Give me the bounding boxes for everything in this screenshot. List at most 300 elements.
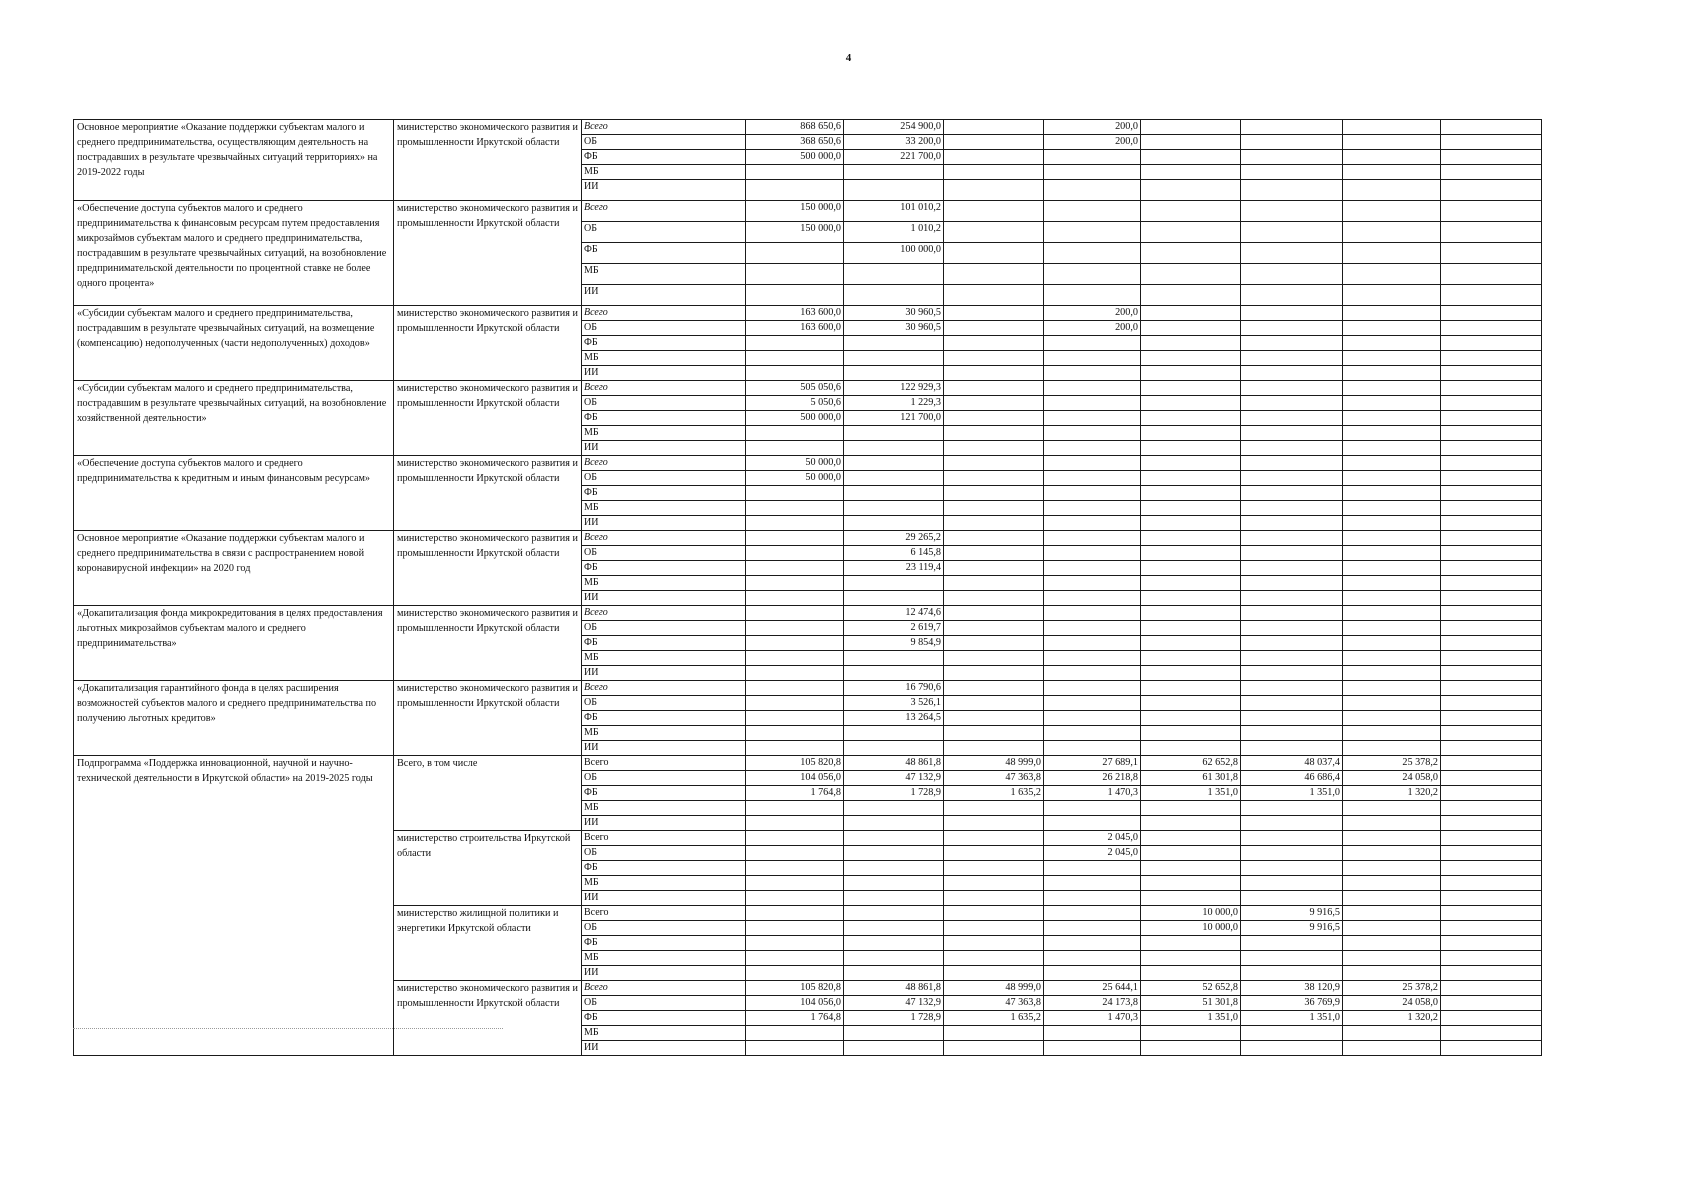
- amount-cell: [1241, 426, 1343, 441]
- amount-cell: [1241, 741, 1343, 756]
- funding-source-cell: Всего: [582, 981, 746, 996]
- amount-cell: [1343, 351, 1441, 366]
- table-row: [74, 456, 1542, 471]
- amount-cell: [844, 936, 944, 951]
- amount-cell: [746, 846, 844, 861]
- amount-cell: [1044, 336, 1141, 351]
- amount-cell: [944, 285, 1044, 306]
- funding-source-cell: ИИ: [582, 441, 746, 456]
- amount-cell: [1141, 741, 1241, 756]
- amount-cell: 105 820,8: [746, 756, 844, 771]
- funding-source-cell: ФБ: [582, 861, 746, 876]
- amount-cell: [746, 165, 844, 180]
- amount-cell: [944, 120, 1044, 135]
- amount-cell: [1343, 741, 1441, 756]
- amount-cell: [1343, 576, 1441, 591]
- amount-cell: [944, 861, 1044, 876]
- amount-cell: [1343, 861, 1441, 876]
- amount-cell: [844, 576, 944, 591]
- amount-cell: [1441, 546, 1542, 561]
- funding-source-cell: ОБ: [582, 135, 746, 150]
- amount-cell: [1343, 906, 1441, 921]
- amount-cell: 9 854,9: [844, 636, 944, 651]
- funding-source-cell: ОБ: [582, 621, 746, 636]
- amount-cell: [1343, 696, 1441, 711]
- amount-cell: [1343, 726, 1441, 741]
- amount-cell: [944, 336, 1044, 351]
- amount-cell: [844, 726, 944, 741]
- amount-cell: 1 229,3: [844, 396, 944, 411]
- amount-cell: [746, 951, 844, 966]
- amount-cell: [1343, 666, 1441, 681]
- amount-cell: [1343, 636, 1441, 651]
- amount-cell: 1 728,9: [844, 1011, 944, 1026]
- amount-cell: [1441, 936, 1542, 951]
- amount-cell: [1343, 1041, 1441, 1056]
- measure-name-cell: «Обеспечение доступа субъектов малого и среднего предпринимательства к финансовым ресурсам путем предоставления микрозаймов субъектам малого и среднего предпринимательства, пострадавшим в результате чрезвычайных ситуаций, на возобновление предпринимательской деятельности по процентной ставке не более одного процента»: [74, 201, 394, 306]
- amount-cell: [1141, 531, 1241, 546]
- amount-cell: [1441, 531, 1542, 546]
- funding-source-cell: ИИ: [582, 180, 746, 201]
- amount-cell: [1141, 621, 1241, 636]
- funding-source-cell: ФБ: [582, 786, 746, 801]
- amount-cell: [1141, 441, 1241, 456]
- amount-cell: [1441, 846, 1542, 861]
- amount-cell: [1441, 921, 1542, 936]
- amount-cell: [1441, 891, 1542, 906]
- amount-cell: [746, 486, 844, 501]
- amount-cell: [1441, 501, 1542, 516]
- amount-cell: 10 000,0: [1141, 906, 1241, 921]
- amount-cell: [944, 441, 1044, 456]
- amount-cell: [1343, 831, 1441, 846]
- amount-cell: [746, 264, 844, 285]
- amount-cell: [746, 726, 844, 741]
- amount-cell: [1141, 726, 1241, 741]
- funding-source-cell: ИИ: [582, 285, 746, 306]
- amount-cell: [746, 906, 844, 921]
- amount-cell: [944, 135, 1044, 150]
- amount-cell: [1343, 801, 1441, 816]
- amount-cell: [1441, 651, 1542, 666]
- measure-name-cell: «Субсидии субъектам малого и среднего предпринимательства, пострадавшим в результате чрезвычайных ситуаций, на возмещение (компенсацию) недополученных (части недополученных) доходов»: [74, 306, 394, 381]
- amount-cell: [944, 201, 1044, 222]
- funding-source-cell: ФБ: [582, 936, 746, 951]
- amount-cell: [1044, 696, 1141, 711]
- amount-cell: [1044, 471, 1141, 486]
- funding-source-cell: Всего: [582, 531, 746, 546]
- amount-cell: [944, 816, 1044, 831]
- amount-cell: [1441, 180, 1542, 201]
- amount-cell: [944, 831, 1044, 846]
- executor-cell: министерство экономического развития и промышленности Иркутской области: [394, 981, 582, 1056]
- amount-cell: 221 700,0: [844, 150, 944, 165]
- amount-cell: [1441, 621, 1542, 636]
- amount-cell: 500 000,0: [746, 411, 844, 426]
- amount-cell: [944, 726, 1044, 741]
- amount-cell: [1441, 831, 1542, 846]
- funding-source-cell: ИИ: [582, 966, 746, 981]
- amount-cell: 121 700,0: [844, 411, 944, 426]
- funding-source-cell: ФБ: [582, 411, 746, 426]
- amount-cell: [944, 426, 1044, 441]
- amount-cell: [944, 264, 1044, 285]
- amount-cell: 30 960,5: [844, 306, 944, 321]
- amount-cell: [1141, 165, 1241, 180]
- amount-cell: [1441, 606, 1542, 621]
- amount-cell: [844, 816, 944, 831]
- measure-name-cell: «Докапитализация гарантийного фонда в целях расширения возможностей субъектов малого и среднего предпринимательства по получению льготных кредитов»: [74, 681, 394, 756]
- amount-cell: [1441, 756, 1542, 771]
- amount-cell: 13 264,5: [844, 711, 944, 726]
- amount-cell: 29 265,2: [844, 531, 944, 546]
- amount-cell: [1044, 366, 1141, 381]
- amount-cell: [1441, 366, 1542, 381]
- amount-cell: [1441, 1041, 1542, 1056]
- funding-source-cell: ИИ: [582, 591, 746, 606]
- amount-cell: [1141, 501, 1241, 516]
- amount-cell: [1044, 1026, 1141, 1041]
- amount-cell: [1441, 411, 1542, 426]
- amount-cell: [746, 966, 844, 981]
- amount-cell: [1441, 426, 1542, 441]
- amount-cell: [1141, 966, 1241, 981]
- amount-cell: [1441, 996, 1542, 1011]
- amount-cell: [944, 321, 1044, 336]
- amount-cell: 2 045,0: [1044, 831, 1141, 846]
- amount-cell: [1241, 591, 1343, 606]
- amount-cell: [1044, 651, 1141, 666]
- amount-cell: [1044, 741, 1141, 756]
- amount-cell: [1441, 243, 1542, 264]
- amount-cell: [944, 471, 1044, 486]
- amount-cell: 1 351,0: [1241, 786, 1343, 801]
- funding-source-cell: ОБ: [582, 471, 746, 486]
- amount-cell: 104 056,0: [746, 996, 844, 1011]
- amount-cell: [746, 741, 844, 756]
- amount-cell: [1241, 831, 1343, 846]
- amount-cell: [1343, 966, 1441, 981]
- amount-cell: [1141, 651, 1241, 666]
- amount-cell: [944, 396, 1044, 411]
- amount-cell: [1241, 285, 1343, 306]
- amount-cell: [1044, 243, 1141, 264]
- amount-cell: [944, 351, 1044, 366]
- amount-cell: [1241, 1041, 1343, 1056]
- amount-cell: [1241, 681, 1343, 696]
- funding-source-cell: ОБ: [582, 921, 746, 936]
- amount-cell: [1044, 285, 1141, 306]
- amount-cell: [1141, 285, 1241, 306]
- amount-cell: 24 058,0: [1343, 771, 1441, 786]
- amount-cell: [1044, 351, 1141, 366]
- executor-cell: министерство экономического развития и промышленности Иркутской области: [394, 606, 582, 681]
- amount-cell: [844, 951, 944, 966]
- page-number: 4: [845, 52, 852, 64]
- budget-table: [73, 119, 1542, 1056]
- amount-cell: [1044, 861, 1141, 876]
- funding-source-cell: МБ: [582, 264, 746, 285]
- amount-cell: 25 644,1: [1044, 981, 1141, 996]
- amount-cell: 1 470,3: [1044, 1011, 1141, 1026]
- amount-cell: [1343, 366, 1441, 381]
- amount-cell: [1044, 180, 1141, 201]
- table-body: [74, 120, 1542, 1056]
- amount-cell: [1241, 861, 1343, 876]
- amount-cell: [746, 801, 844, 816]
- amount-cell: [746, 576, 844, 591]
- amount-cell: [944, 636, 1044, 651]
- amount-cell: [1241, 243, 1343, 264]
- amount-cell: [844, 666, 944, 681]
- amount-cell: [944, 696, 1044, 711]
- funding-source-cell: Всего: [582, 120, 746, 135]
- amount-cell: [1044, 441, 1141, 456]
- amount-cell: [944, 222, 1044, 243]
- amount-cell: [1241, 696, 1343, 711]
- funding-source-cell: МБ: [582, 876, 746, 891]
- amount-cell: [1044, 546, 1141, 561]
- amount-cell: [1343, 501, 1441, 516]
- amount-cell: [1241, 264, 1343, 285]
- amount-cell: [1343, 486, 1441, 501]
- amount-cell: 10 000,0: [1141, 921, 1241, 936]
- amount-cell: 200,0: [1044, 306, 1141, 321]
- amount-cell: [844, 441, 944, 456]
- amount-cell: [746, 1026, 844, 1041]
- amount-cell: [1044, 906, 1141, 921]
- amount-cell: 868 650,6: [746, 120, 844, 135]
- amount-cell: [844, 891, 944, 906]
- amount-cell: [1343, 876, 1441, 891]
- amount-cell: [1343, 411, 1441, 426]
- amount-cell: [944, 666, 1044, 681]
- table-row: [74, 306, 1542, 321]
- amount-cell: [1441, 636, 1542, 651]
- amount-cell: [1441, 321, 1542, 336]
- amount-cell: [1141, 711, 1241, 726]
- amount-cell: [1044, 561, 1141, 576]
- amount-cell: [1343, 591, 1441, 606]
- amount-cell: [1241, 486, 1343, 501]
- amount-cell: [944, 381, 1044, 396]
- amount-cell: 50 000,0: [746, 456, 844, 471]
- amount-cell: [1343, 606, 1441, 621]
- amount-cell: 104 056,0: [746, 771, 844, 786]
- amount-cell: [1241, 636, 1343, 651]
- amount-cell: [746, 636, 844, 651]
- amount-cell: [944, 681, 1044, 696]
- amount-cell: [1241, 816, 1343, 831]
- amount-cell: 48 999,0: [944, 756, 1044, 771]
- amount-cell: [1441, 381, 1542, 396]
- table-row: [74, 681, 1542, 696]
- amount-cell: [944, 546, 1044, 561]
- amount-cell: [1241, 222, 1343, 243]
- funding-source-cell: МБ: [582, 651, 746, 666]
- amount-cell: [1241, 336, 1343, 351]
- amount-cell: [1044, 921, 1141, 936]
- amount-cell: [1044, 936, 1141, 951]
- amount-cell: [1441, 681, 1542, 696]
- amount-cell: [1343, 165, 1441, 180]
- amount-cell: [1141, 846, 1241, 861]
- amount-cell: [944, 306, 1044, 321]
- amount-cell: [944, 921, 1044, 936]
- amount-cell: [1441, 711, 1542, 726]
- amount-cell: [1441, 801, 1542, 816]
- amount-cell: [844, 1026, 944, 1041]
- amount-cell: [1141, 1026, 1241, 1041]
- amount-cell: 200,0: [1044, 135, 1141, 150]
- amount-cell: [844, 351, 944, 366]
- amount-cell: [746, 516, 844, 531]
- amount-cell: [844, 285, 944, 306]
- amount-cell: 52 652,8: [1141, 981, 1241, 996]
- amount-cell: [844, 336, 944, 351]
- amount-cell: [746, 1041, 844, 1056]
- measure-name-cell: «Докапитализация фонда микрокредитования в целях предоставления льготных микрозаймов субъектам малого и среднего предпринимательства»: [74, 606, 394, 681]
- amount-cell: [1343, 426, 1441, 441]
- amount-cell: [1343, 846, 1441, 861]
- amount-cell: 48 861,8: [844, 756, 944, 771]
- funding-source-cell: ОБ: [582, 846, 746, 861]
- amount-cell: [1141, 951, 1241, 966]
- amount-cell: 1 635,2: [944, 1011, 1044, 1026]
- amount-cell: [746, 426, 844, 441]
- amount-cell: 2 045,0: [1044, 846, 1141, 861]
- amount-cell: [944, 501, 1044, 516]
- amount-cell: [1141, 1041, 1241, 1056]
- amount-cell: [1241, 726, 1343, 741]
- amount-cell: [1441, 966, 1542, 981]
- amount-cell: [1241, 396, 1343, 411]
- amount-cell: 163 600,0: [746, 306, 844, 321]
- amount-cell: [1241, 165, 1343, 180]
- amount-cell: 1 728,9: [844, 786, 944, 801]
- amount-cell: [746, 180, 844, 201]
- amount-cell: 23 119,4: [844, 561, 944, 576]
- amount-cell: [1343, 621, 1441, 636]
- amount-cell: [1241, 846, 1343, 861]
- amount-cell: [1141, 351, 1241, 366]
- amount-cell: [944, 165, 1044, 180]
- amount-cell: [1241, 351, 1343, 366]
- amount-cell: 48 861,8: [844, 981, 944, 996]
- amount-cell: [1044, 411, 1141, 426]
- amount-cell: [944, 243, 1044, 264]
- amount-cell: 1 351,0: [1141, 1011, 1241, 1026]
- amount-cell: 101 010,2: [844, 201, 944, 222]
- amount-cell: [844, 366, 944, 381]
- funding-source-cell: ОБ: [582, 771, 746, 786]
- amount-cell: [746, 651, 844, 666]
- amount-cell: [1343, 456, 1441, 471]
- amount-cell: [1343, 180, 1441, 201]
- funding-source-cell: ФБ: [582, 711, 746, 726]
- amount-cell: [746, 696, 844, 711]
- amount-cell: 2 619,7: [844, 621, 944, 636]
- amount-cell: [1141, 591, 1241, 606]
- funding-source-cell: МБ: [582, 1026, 746, 1041]
- amount-cell: [1343, 396, 1441, 411]
- amount-cell: [844, 651, 944, 666]
- amount-cell: [1141, 561, 1241, 576]
- amount-cell: [1044, 201, 1141, 222]
- funding-source-cell: Всего: [582, 201, 746, 222]
- amount-cell: [1441, 591, 1542, 606]
- amount-cell: [746, 285, 844, 306]
- amount-cell: [1441, 816, 1542, 831]
- funding-source-cell: Всего: [582, 756, 746, 771]
- amount-cell: [1441, 951, 1542, 966]
- funding-source-cell: МБ: [582, 426, 746, 441]
- amount-cell: [944, 846, 1044, 861]
- amount-cell: [1343, 711, 1441, 726]
- amount-cell: 1 470,3: [1044, 786, 1141, 801]
- table-row: [74, 120, 1542, 135]
- amount-cell: [1141, 396, 1241, 411]
- amount-cell: [844, 165, 944, 180]
- amount-cell: [1241, 621, 1343, 636]
- funding-source-cell: ФБ: [582, 636, 746, 651]
- amount-cell: [944, 366, 1044, 381]
- amount-cell: [746, 711, 844, 726]
- amount-cell: 47 363,8: [944, 771, 1044, 786]
- amount-cell: [1441, 120, 1542, 135]
- amount-cell: [1441, 135, 1542, 150]
- amount-cell: [944, 711, 1044, 726]
- amount-cell: 27 689,1: [1044, 756, 1141, 771]
- amount-cell: [1343, 546, 1441, 561]
- amount-cell: [1141, 576, 1241, 591]
- amount-cell: [1441, 726, 1542, 741]
- amount-cell: [1441, 876, 1542, 891]
- amount-cell: [1441, 471, 1542, 486]
- measure-name-cell: «Обеспечение доступа субъектов малого и среднего предпринимательства к кредитным и иным финансовым ресурсам»: [74, 456, 394, 531]
- amount-cell: [1141, 636, 1241, 651]
- amount-cell: [1343, 921, 1441, 936]
- funding-source-cell: ФБ: [582, 150, 746, 165]
- amount-cell: [1343, 531, 1441, 546]
- amount-cell: [1441, 741, 1542, 756]
- amount-cell: [1141, 696, 1241, 711]
- amount-cell: [746, 606, 844, 621]
- amount-cell: [944, 891, 1044, 906]
- amount-cell: 38 120,9: [1241, 981, 1343, 996]
- executor-cell: министерство экономического развития и промышленности Иркутской области: [394, 456, 582, 531]
- measure-name-cell: Подпрограмма «Поддержка инновационной, научной и научно-технической деятельности в Иркутской области» на 2019-2025 годы: [74, 756, 394, 1056]
- amount-cell: [944, 741, 1044, 756]
- amount-cell: [1343, 201, 1441, 222]
- amount-cell: [1141, 876, 1241, 891]
- amount-cell: [746, 621, 844, 636]
- amount-cell: 200,0: [1044, 321, 1141, 336]
- amount-cell: [1141, 366, 1241, 381]
- funding-source-cell: Всего: [582, 456, 746, 471]
- amount-cell: [1441, 906, 1542, 921]
- amount-cell: [1241, 801, 1343, 816]
- amount-cell: [944, 561, 1044, 576]
- amount-cell: [1044, 816, 1141, 831]
- amount-cell: [1241, 606, 1343, 621]
- amount-cell: 36 769,9: [1241, 996, 1343, 1011]
- amount-cell: [944, 516, 1044, 531]
- amount-cell: [1141, 321, 1241, 336]
- amount-cell: [1044, 621, 1141, 636]
- amount-cell: [746, 351, 844, 366]
- funding-source-cell: МБ: [582, 576, 746, 591]
